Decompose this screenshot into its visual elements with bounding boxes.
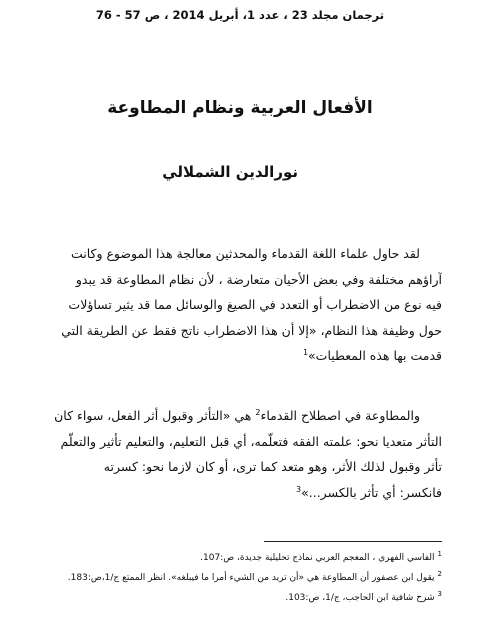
paragraph-definition	[36, 403, 442, 505]
footnote-ref: 2	[255, 407, 261, 417]
footnote	[36, 588, 442, 608]
footnote	[36, 548, 442, 568]
footnote-number: 1	[437, 550, 442, 558]
footnote-number: 3	[437, 590, 442, 598]
footnote-ref: 1	[302, 347, 309, 357]
paragraph-line	[36, 343, 442, 369]
paragraph-line-text: قدمت بها هذه المعطيات»	[308, 348, 442, 363]
footnote-ref: 3	[296, 484, 302, 494]
footnote-text: شرح شافية ابن الحاجب، ج/1، ص:103.	[285, 593, 435, 603]
footnote	[36, 568, 442, 588]
footnote-text: الفاسي الفهري ، المعجم العربي نماذج تحليلية جديدة، ص:107.	[200, 553, 435, 563]
paragraph-line: التأثر متعديا نحو: علمته الفقه فتعلّمه، أي قبل التعليم، والتعليم تأثير والتعلّم	[60, 433, 442, 449]
author-name: نورالدين الشملالي	[162, 163, 298, 181]
paragraph-line: فيه نوع من الاضطراب أو التعدد في الصيغ والوسائل مما قد يثير تساؤلات	[68, 297, 442, 312]
footnotes	[36, 548, 442, 608]
paragraph-line-text: والمطاوعة في اصطلاح القدماء	[260, 408, 420, 423]
paragraph-line-text: هي «التأثر وقبول أثر الفعل، سواء كان	[54, 408, 256, 423]
footnote-divider	[264, 541, 442, 542]
paragraph-intro	[36, 241, 442, 369]
paragraph-line	[36, 403, 442, 429]
footnote-number: 2	[437, 570, 442, 578]
paragraph-line: حول وظيفة هذا النظام، «إلا أن هذا الاضطراب ناتج فقط عن الطريقة التي	[61, 322, 442, 338]
paragraph-line	[36, 480, 442, 506]
running-head: ترجمان مجلد 23 ، عدد 1، أبريل 2014 ، ص 57 - 76	[95, 8, 385, 22]
paragraph-line: لقد حاول علماء اللغة القدماء والمحدثين معالجة هذا الموضوع وكانت	[70, 246, 420, 261]
footnote-text: يقول ابن عصفور أن المطاوعة هي «أن تريد من الشيء أمرا ما فيبلغه». انظر الممتع ج/1،ص:183.	[67, 573, 435, 583]
paragraph-line-text: فانكسر: أي تأثر بالكسر...»	[301, 484, 442, 500]
paragraph-line: آراؤهم مختلفة وفي بعض الأحيان متعارضة ، لأن نظام المطاوعة قد يبدو	[75, 271, 442, 287]
article-title: الأفعال العربية ونظام المطاوعة	[107, 98, 373, 118]
paragraph-line: تأثر وقبول لذلك الأثر، وهو متعد كما ترى، أو كان لازما نحو: كسرته	[103, 459, 442, 474]
